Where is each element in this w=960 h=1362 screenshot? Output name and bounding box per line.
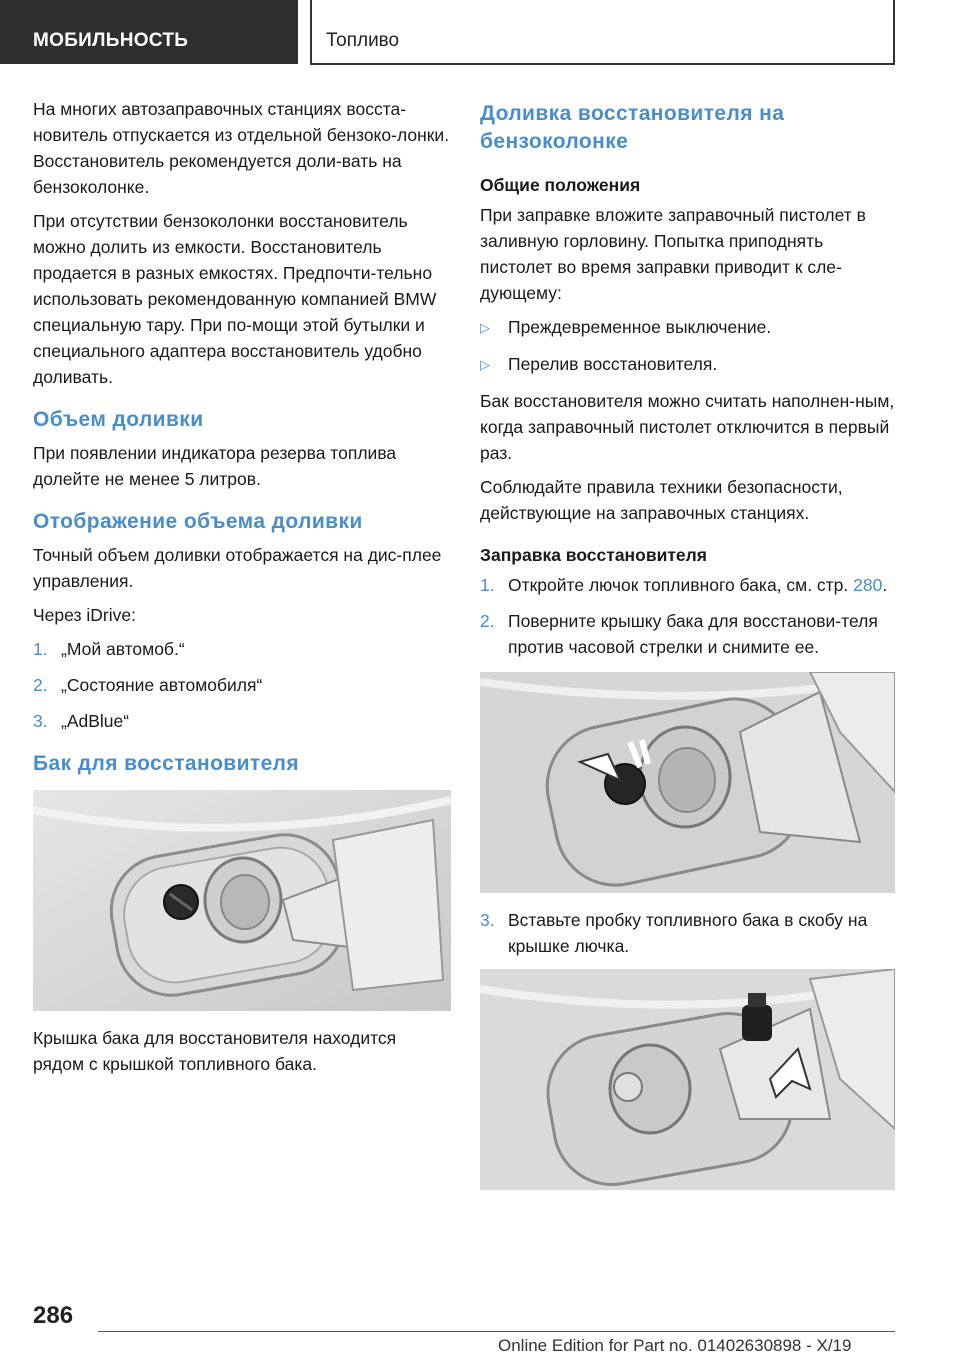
intro-paragraph-2: При отсутствии бензоколонки восстановитель можно долить из емкости. Восстановитель продается в разных емкостях. Предпочти-тельно использовать рекомендованную компанией BMW специальную тару. При по-мощи этой бутылки и специального адаптера восстановитель удобно доливать. bbox=[33, 211, 437, 387]
cap-removal-drawing bbox=[480, 672, 895, 893]
list-item bbox=[480, 351, 895, 378]
idrive-steps bbox=[33, 636, 451, 734]
step-text: „Мой автомоб.“ bbox=[61, 639, 185, 659]
header-divider bbox=[310, 0, 312, 64]
list-item bbox=[33, 672, 451, 698]
step-text: Откройте лючок топливного бака, см. стр. 280. bbox=[508, 575, 888, 595]
step-text: Вставьте пробку топливного бака в скобу на крышке лючка. bbox=[508, 910, 868, 956]
header-rule bbox=[310, 63, 895, 65]
list-item bbox=[480, 907, 895, 959]
volume-text: При появлении индикатора резерва топлива долейте не менее 5 литров. bbox=[33, 443, 397, 489]
heading-refill: Доливка восстановителя на бензоколонке bbox=[480, 102, 785, 153]
left-column bbox=[33, 96, 451, 1085]
heading-tank: Бак для восстановителя bbox=[33, 752, 300, 775]
general-text: При заправке вложите заправочный пистолет в заливную горловину. Попытка приподнять пистолет во время заправки приводит к сле-дующему: bbox=[480, 205, 866, 303]
edition-text: Online Edition for Part no. 01402630898 - X/19 bbox=[498, 1336, 852, 1355]
full-text: Бак восстановителя можно считать наполнен-ным, когда заправочный пистолет отключится в первый раз. bbox=[480, 391, 895, 463]
heading-display: Отображение объема доливки bbox=[33, 510, 363, 533]
idrive-text: Через iDrive: bbox=[33, 605, 136, 625]
heading-fill: Заправка восстановителя bbox=[480, 545, 707, 565]
fill-steps bbox=[480, 572, 895, 660]
step-text: „AdBlue“ bbox=[61, 711, 130, 731]
safety-text: Соблюдайте правила техники безопасности, действующие на заправочных станциях. bbox=[480, 477, 843, 523]
right-column bbox=[480, 96, 895, 1204]
step-text: „Состояние автомобиля“ bbox=[61, 675, 263, 695]
footer-rule bbox=[98, 1331, 895, 1332]
section-tab: МОБИЛЬНОСТЬ bbox=[0, 0, 298, 64]
heading-volume: Объем доливки bbox=[33, 408, 204, 431]
cap-bracket-illustration bbox=[480, 969, 895, 1190]
consequence-list bbox=[480, 314, 895, 378]
topic-title: Топливо bbox=[326, 30, 400, 51]
triangle-bullet-icon: ▷ bbox=[480, 320, 490, 335]
step-text: Поверните крышку бака для восстанови-теля против часовой стрелки и снимите ее. bbox=[508, 611, 878, 657]
cap-removal-illustration bbox=[480, 672, 895, 893]
intro-paragraph-1: На многих автозаправочных станциях восста-новитель отпускается из отдельной бензоко-лонки. Восстановитель рекомендуется доли-вать на бензоколонке. bbox=[33, 99, 450, 197]
page-number: 286 bbox=[33, 1302, 74, 1329]
step-number: 2. bbox=[480, 611, 495, 631]
tank-caption: Крышка бака для восстановителя находится рядом с крышкой топливного бака. bbox=[33, 1028, 397, 1074]
step-number: 1. bbox=[480, 575, 495, 595]
step-number: 3. bbox=[33, 711, 48, 731]
step-number: 1. bbox=[33, 639, 48, 659]
bullet-text: Преждевременное выключение. bbox=[508, 317, 772, 337]
step-number: 2. bbox=[33, 675, 48, 695]
fill-step-3 bbox=[480, 907, 895, 959]
page-link[interactable]: 280 bbox=[853, 575, 883, 595]
list-item bbox=[33, 636, 451, 662]
fuel-flap-drawing bbox=[33, 790, 451, 1011]
header-right-edge bbox=[893, 0, 895, 65]
list-item bbox=[480, 572, 895, 598]
list-item bbox=[480, 608, 895, 660]
triangle-bullet-icon: ▷ bbox=[480, 357, 490, 372]
step-number: 3. bbox=[480, 910, 495, 930]
cap-bracket-drawing bbox=[480, 969, 895, 1190]
bullet-text: Перелив восстановителя. bbox=[508, 354, 718, 374]
display-text: Точный объем доливки отображается на дис-плее управления. bbox=[33, 545, 442, 591]
list-item bbox=[33, 708, 451, 734]
tank-cap-illustration bbox=[33, 790, 451, 1011]
list-item bbox=[480, 314, 895, 341]
heading-general: Общие положения bbox=[480, 175, 641, 195]
